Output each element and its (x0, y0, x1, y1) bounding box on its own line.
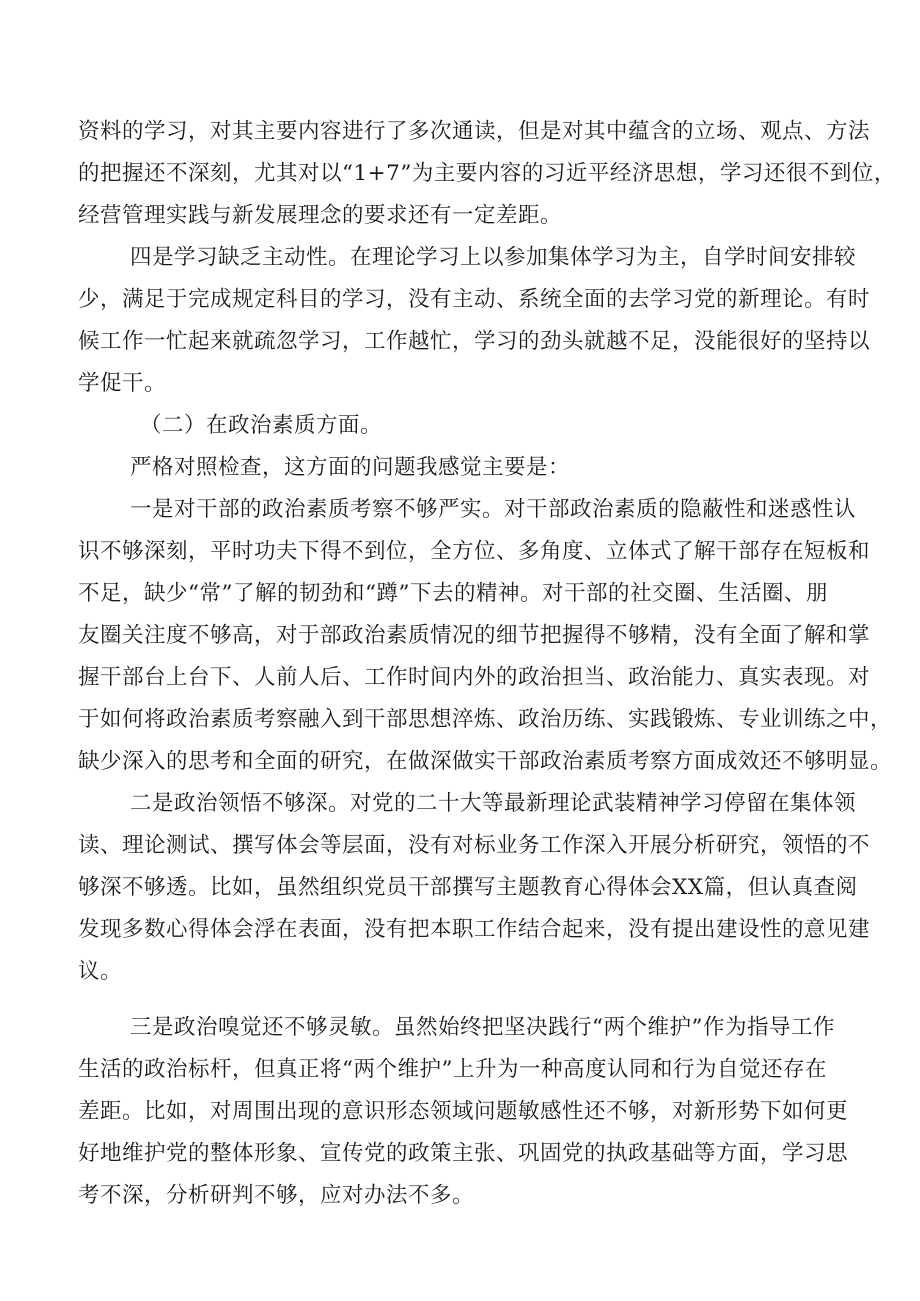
text-line: 缺少深入的思考和全面的研究，在做深做实干部政治素质考察方面成效还不够明显。 (78, 749, 893, 774)
text-line: 握干部台上台下、人前人后、工作时间内外的政治担当、政治能力、真实表现。对 (78, 665, 871, 690)
text-line: 差距。比如，对周围出现的意识形态领域问题敏感性还不够，对新形势下如何更 (78, 1099, 849, 1124)
paragraph-start-line: 二是政治领悟不够深。对党的二十大等最新理论武装精神学习停留在集体领 (130, 791, 857, 816)
text-line: 不足，缺少“常”了解的韧劲和“蹲”下去的精神。对干部的社交圈、生活圈、朋 (78, 581, 828, 606)
text-line: 少，满足于完成规定科目的学习，没有主动、系统全面的去学习党的新理论。有时 (78, 287, 871, 312)
text-line: 的把握还不深刻，尤其对以“1+7”为主要内容的习近平经济思想，学习还很不到位， (78, 161, 896, 186)
section-heading: （二）在政治素质方面。 (140, 413, 383, 438)
text-line: 候工作一忙起来就疏忽学习，工作越忙，学习的劲头就越不足，没能很好的坚持以 (78, 329, 871, 354)
text-line: 于如何将政治素质考察融入到干部思想淬炼、政治历练、实践锻炼、专业训练之中， (78, 707, 893, 732)
text-line: 好地维护党的整体形象、宣传党的政策主张、巩固党的执政基础等方面，学习思 (78, 1141, 849, 1166)
paragraph-start-line: 严格对照检查，这方面的问题我感觉主要是： (130, 455, 571, 480)
paragraph-start-line: 三是政治嗅觉还不够灵敏。虽然始终把坚决践行“两个维护”作为指导工作 (130, 1015, 835, 1040)
paragraph-start-line: 四是学习缺乏主动性。在理论学习上以参加集体学习为主，自学时间安排较 (130, 245, 857, 270)
text-line: 读、理论测试、撰写体会等层面，没有对标业务工作深入开展分析研究，领悟的不 (78, 833, 871, 858)
text-line: 识不够深刻，平时功夫下得不到位，全方位、多角度、立体式了解干部存在短板和 (78, 539, 871, 564)
text-line: 生活的政治标杆，但真正将“两个维护”上升为一种高度认同和行为自觉还存在 (78, 1057, 827, 1082)
text-line: 经营管理实践与新发展理念的要求还有一定差距。 (78, 203, 563, 228)
text-line: 发现多数心得体会浮在表面，没有把本职工作结合起来，没有提出建设性的意见建 (78, 917, 871, 942)
text-line: 考不深，分析研判不够，应对办法不多。 (78, 1183, 475, 1208)
text-line: 够深不够透。比如，虽然组织党员干部撰写主题教育心得体会XX篇，但认真查阅 (78, 875, 858, 900)
text-line: 议。 (78, 959, 123, 984)
text-line: 学促干。 (78, 371, 167, 396)
paragraph-start-line: 一是对干部的政治素质考察不够严实。对干部政治素质的隐蔽性和迷惑性认 (130, 497, 857, 522)
text-line: 资料的学习，对其主要内容进行了多次通读，但是对其中蕴含的立场、观点、方法 (78, 119, 871, 144)
text-line: 友圈关注度不够高，对于部政治素质情况的细节把握得不够精，没有全面了解和掌 (78, 623, 871, 648)
